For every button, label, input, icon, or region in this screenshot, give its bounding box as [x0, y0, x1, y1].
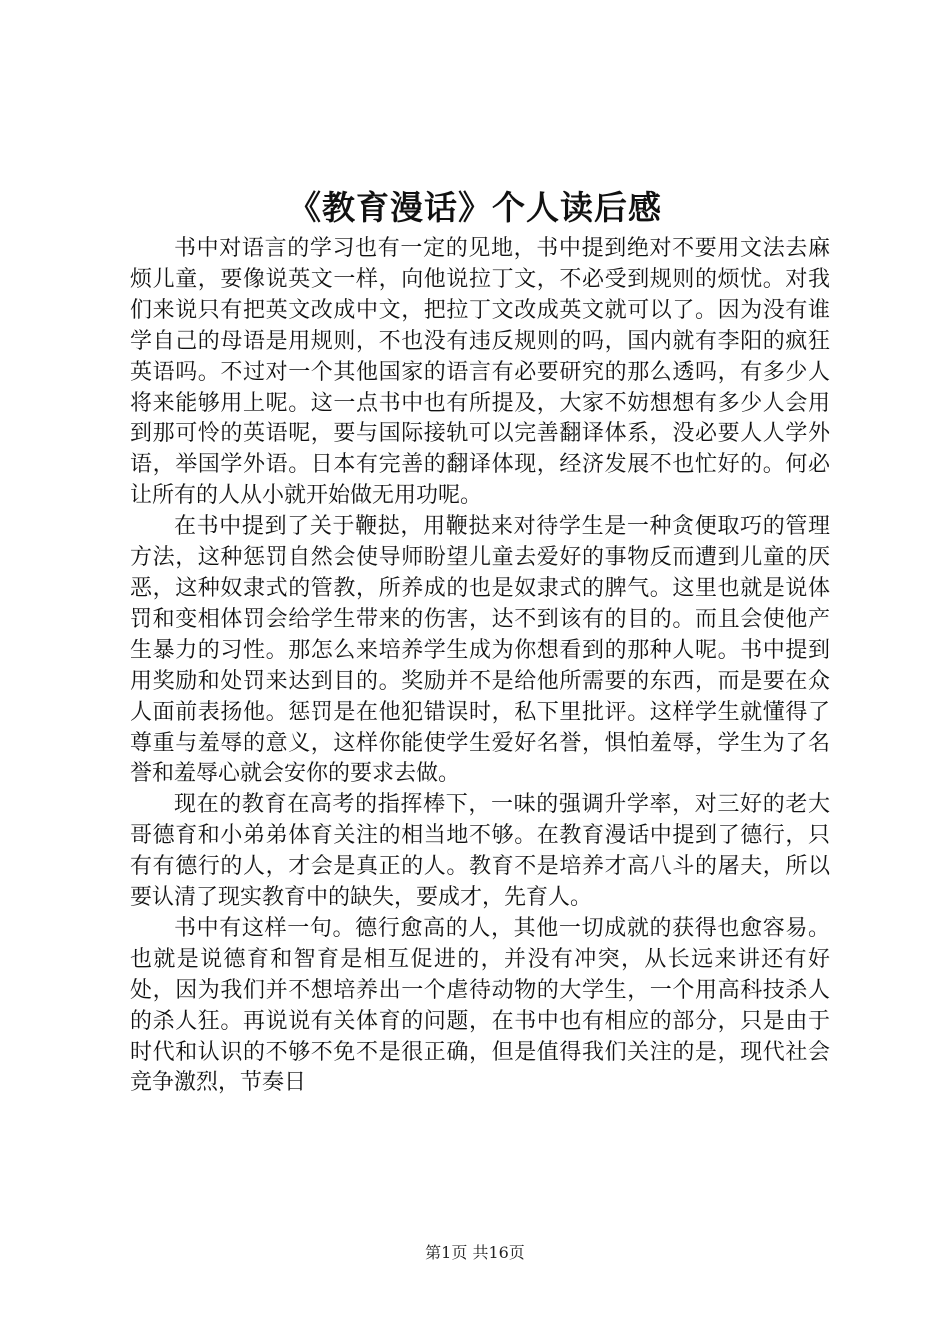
paragraph: 现在的教育在高考的指挥棒下，一味的强调升学率，对三好的老大哥德育和小弟弟体育关注的相当地不够。在教育漫话中提到了德行，只有有德行的人，才会是真正的人。教育不是培养才高八斗的屠夫，所以要认清了现实教育中的缺失，要成才，先育人。 [130, 792, 830, 911]
paragraph: 在书中提到了关于鞭挞，用鞭挞来对待学生是一种贪便取巧的管理方法，这种惩罚自然会使导师盼望儿童去爱好的事物反而遭到儿童的厌恶，这种奴隶式的管教，所养成的也是奴隶式的脾气。这里也就是说体罚和变相体罚会给学生带来的伤害，达不到该有的目的。而且会使他产生暴力的习性。那怎么来培养学生成为你想看到的那种人呢。书中提到用奖励和处罚来达到目的。奖励并不是给他所需要的东西，而是要在众人面前表扬他。惩罚是在他犯错误时，私下里批评。这样学生就懂得了尊重与羞辱的意义，这样你能使学生爱好名誉，惧怕羞辱，学生为了名誉和羞辱心就会安你的要求去做。 [130, 514, 830, 787]
page-number-footer: 第1页 共16页 [425, 1243, 525, 1262]
document-body [130, 234, 830, 1099]
paragraph: 书中有这样一句。德行愈高的人，其他一切成就的获得也愈容易。也就是说德育和智育是相互促进的，并没有冲突，从长远来讲还有好处，因为我们并不想培养出一个虐待动物的大学生，一个用高科技杀人的杀人狂。再说说有关体育的问题，在书中也有相应的部分，只是由于时代和认识的不够不免不是很正确，但是值得我们关注的是，现代社会竞争激烈，节奏日 [130, 915, 830, 1096]
document-title: 《教育漫话》个人读后感 [288, 188, 662, 227]
paragraph: 书中对语言的学习也有一定的见地，书中提到绝对不要用文法去麻烦儿童，要像说英文一样，向他说拉丁文，不必受到规则的烦忧。对我们来说只有把英文改成中文，把拉丁文改成英文就可以了。因为没有谁学自己的母语是用规则，不也没有违反规则的吗，国内就有李阳的疯狂英语吗。不过对一个其他国家的语言有必要研究的那么透吗，有多少人将来能够用上呢。这一点书中也有所提及，大家不妨想想有多少人会用到那可怜的英语呢，要与国际接轨可以完善翻译体系，没必要人人学外语，举国学外语。日本有完善的翻译体现，经济发展不也忙好的。何必让所有的人从小就开始做无用功呢。 [130, 236, 830, 509]
